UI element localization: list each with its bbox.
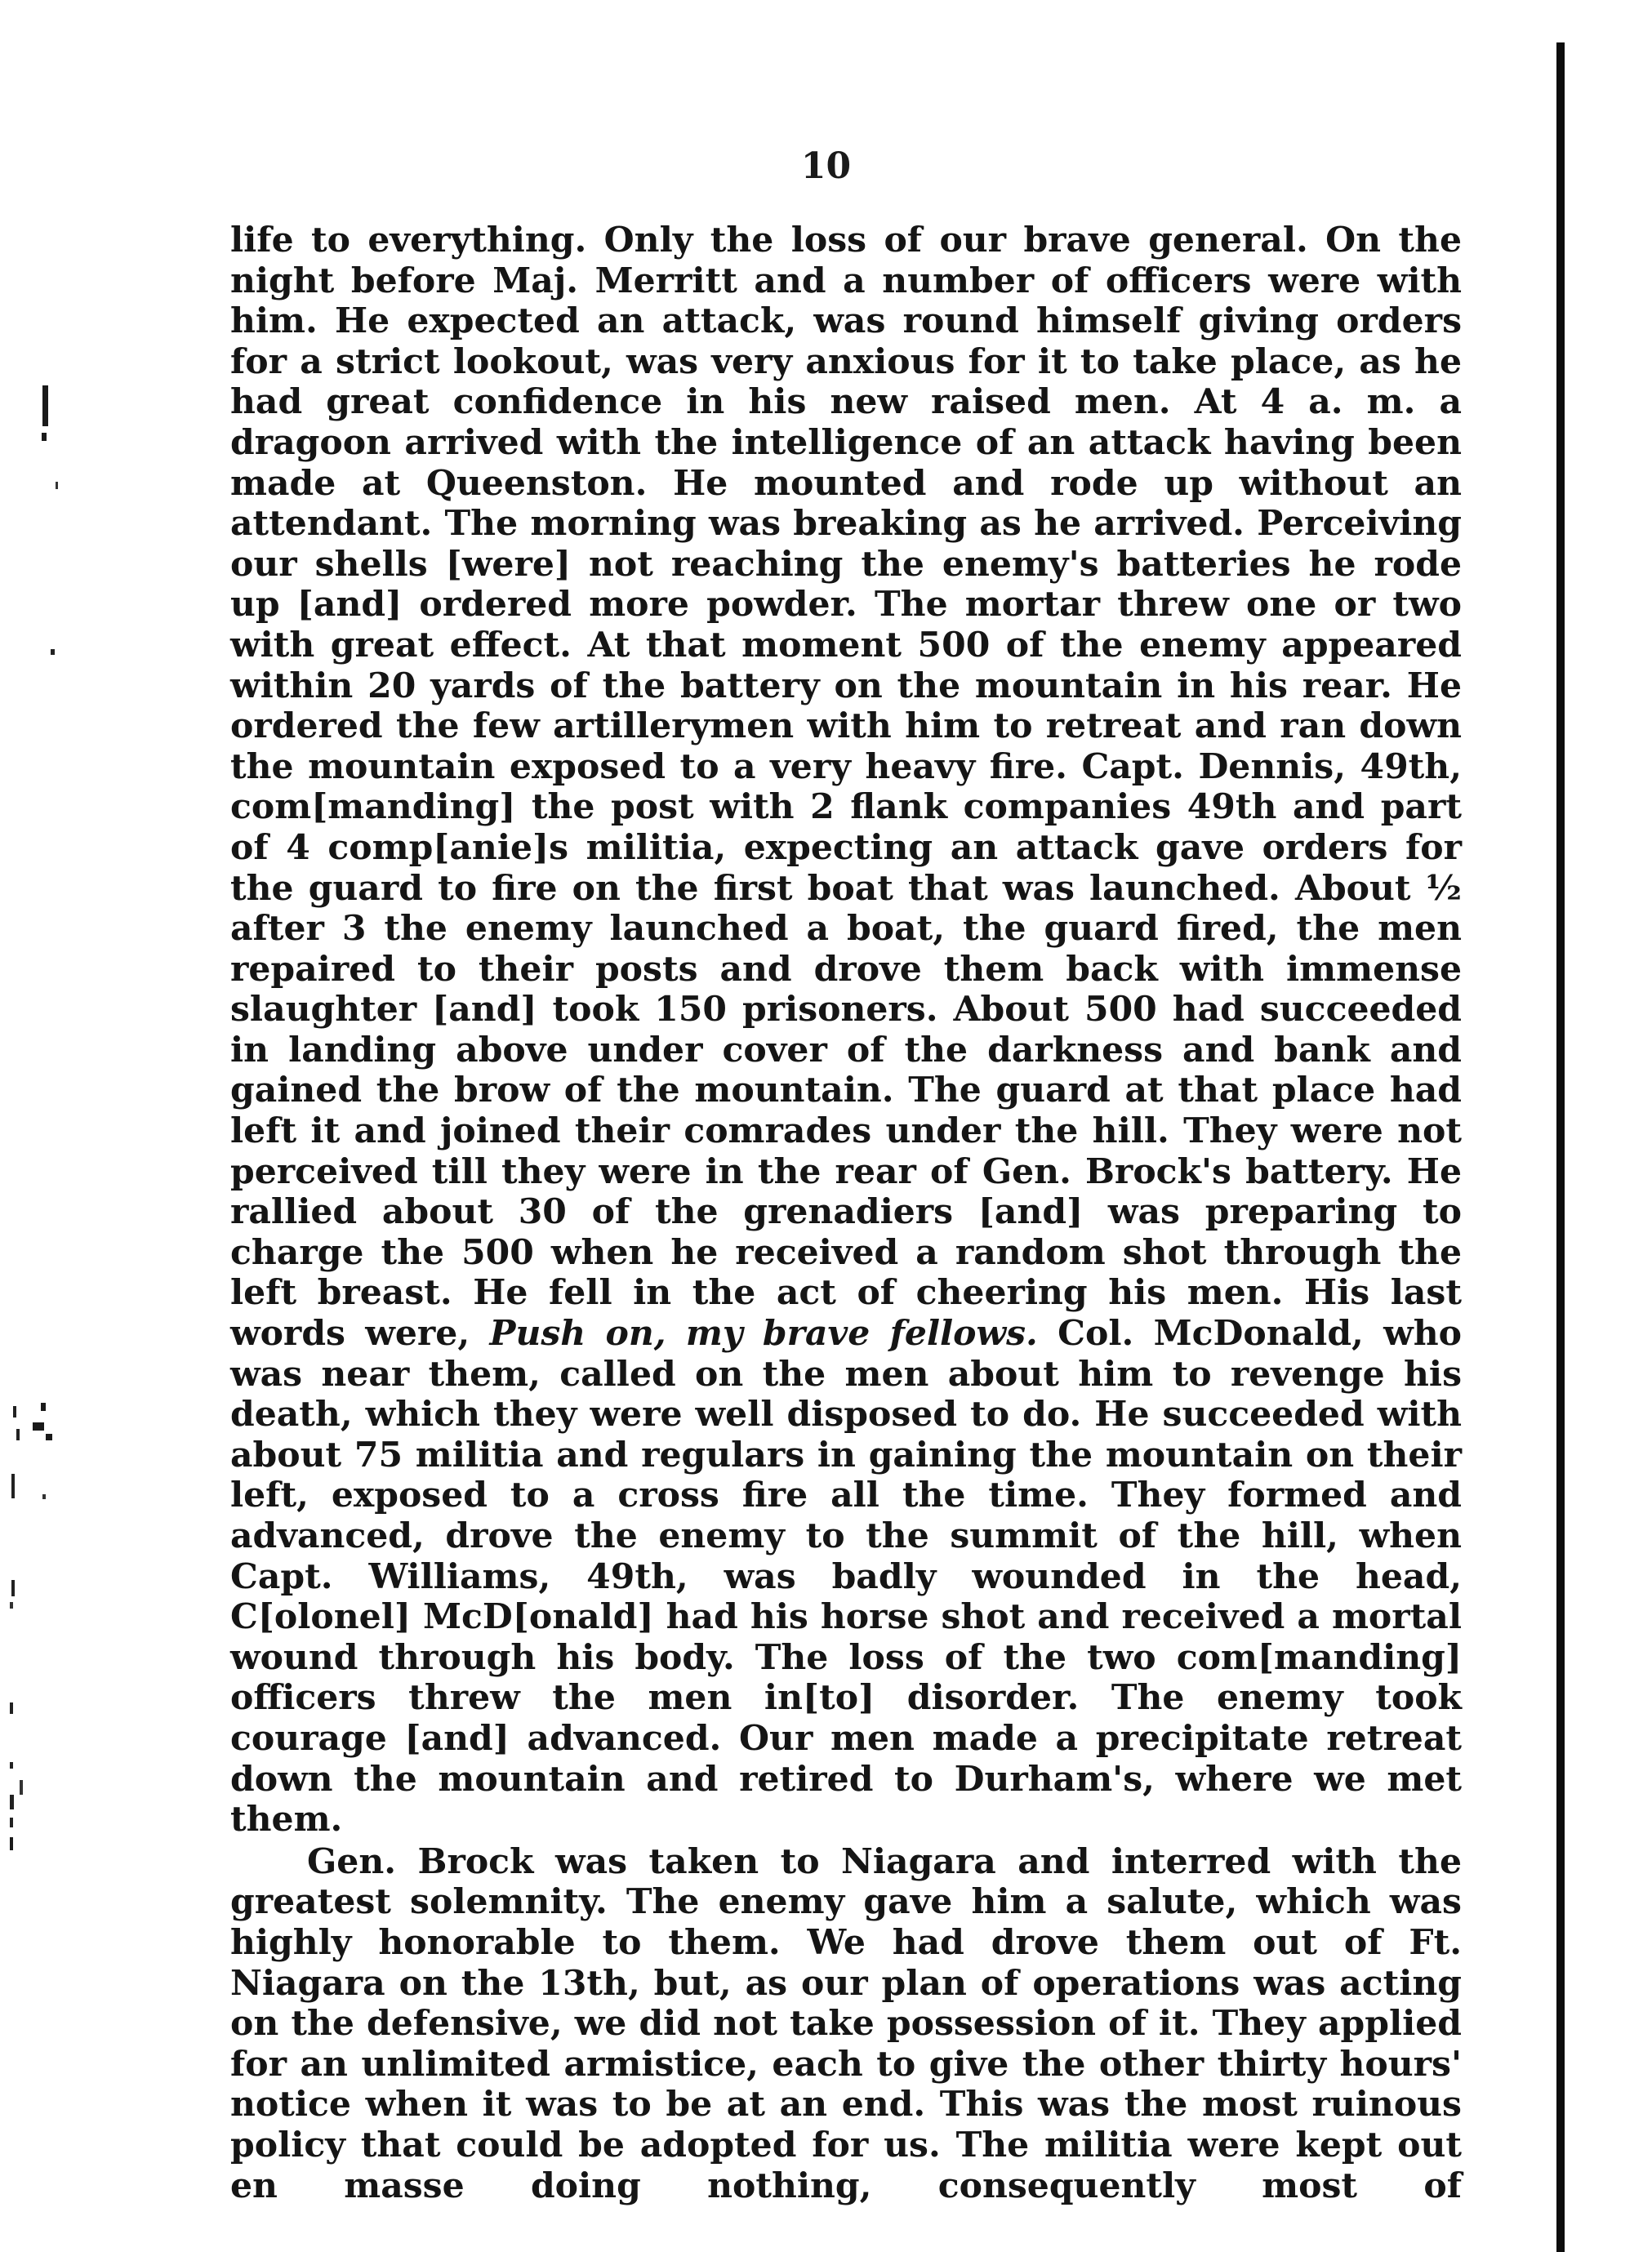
paragraph-2-text: Gen. Brock was taken to Niagara and interred with the greatest solemnity. The enemy gave him a salute, which was highly honorable to them. We had drove them out of Ft. Niagara on the 13th, but, as our plan of operations was acting on the defensive, we did not take possession of it. They applied for an unlimited armistice, each to give the other thirty hours' notice when it was to be at an end. This was the most ruinous policy that could be adopted for us. The militia were kept out en masse doing nothing, consequently most of — [230, 1840, 1462, 2206]
paragraph-1 — [230, 220, 1462, 1840]
paragraph-1-continuation: Col. McDonald, who was near them, called on the men about him to revenge his death, which they were well disposed to do. He succeeded with about 75 militia and regulars in gaining the mountain on their left, exposed to a cross fire all the time. They formed and advanced, drove the enemy to the summit of the hill, when Capt. Williams, 49th, was badly wounded in the head, C[olonel] McD[onald] had his horse shot and received a mortal wound through his body. The loss of the two com[manding] officers threw the men in[to] disorder. The enemy took courage [and] advanced. Our men made a precipitate retreat down the mountain and retired to Durham's, where we met them. — [230, 1313, 1462, 1840]
left-margin-scan-specks — [0, 0, 82, 2252]
body-text — [230, 220, 1462, 2206]
page-number: 10 — [800, 145, 852, 187]
paragraph-2 — [230, 1842, 1462, 2206]
right-margin-scan-edge — [1556, 42, 1565, 2252]
last-words-quote: Push on, my brave fellows. — [489, 1313, 1038, 1355]
paragraph-1-text: life to everything. Only the loss of our brave general. On the night before Maj. Merritt and a number of officers were with him. He expected an attack, was round himself giving orders for a strict lookout, was very anxious for it to take place, as he had great confidence in his new raised men. At 4 a. m. a dragoon arrived with the intelligence of an attack having been made at Queenston. He mounted and rode up without an attendant. The morning was breaking as he arrived. Perceiving our shells [were] not reaching the enemy's batteries he rode up [and] ordered more powder. The mortar threw one or two with great effect. At that moment 500 of the enemy appeared within 20 yards of the battery on the mountain in his rear. He ordered the few artillerymen with him to retreat and ran down the mountain exposed to a very heavy fire. Capt. Dennis, 49th, com[manding] the post with 2 flank companies 49th and part of 4 comp[anie]s militia, expecting an attack gave orders for the guard to fire on the first boat that was launched. About ½ after 3 the enemy launched a boat, the guard fired, the men repaired to their posts and drove them back with immense slaughter [and] took 150 prisoners. About 500 had succeeded in landing above under cover of the darkness and bank and gained the brow of the mountain. The guard at that place had left it and joined their comrades under the hill. They were not perceived till they were in the rear of Gen. Brock's battery. He rallied about 30 of the grenadiers [and] was preparing to charge the 500 when he received a random shot through the left breast. He fell in the act of cheering his men. His last words were, — [230, 220, 1462, 1355]
